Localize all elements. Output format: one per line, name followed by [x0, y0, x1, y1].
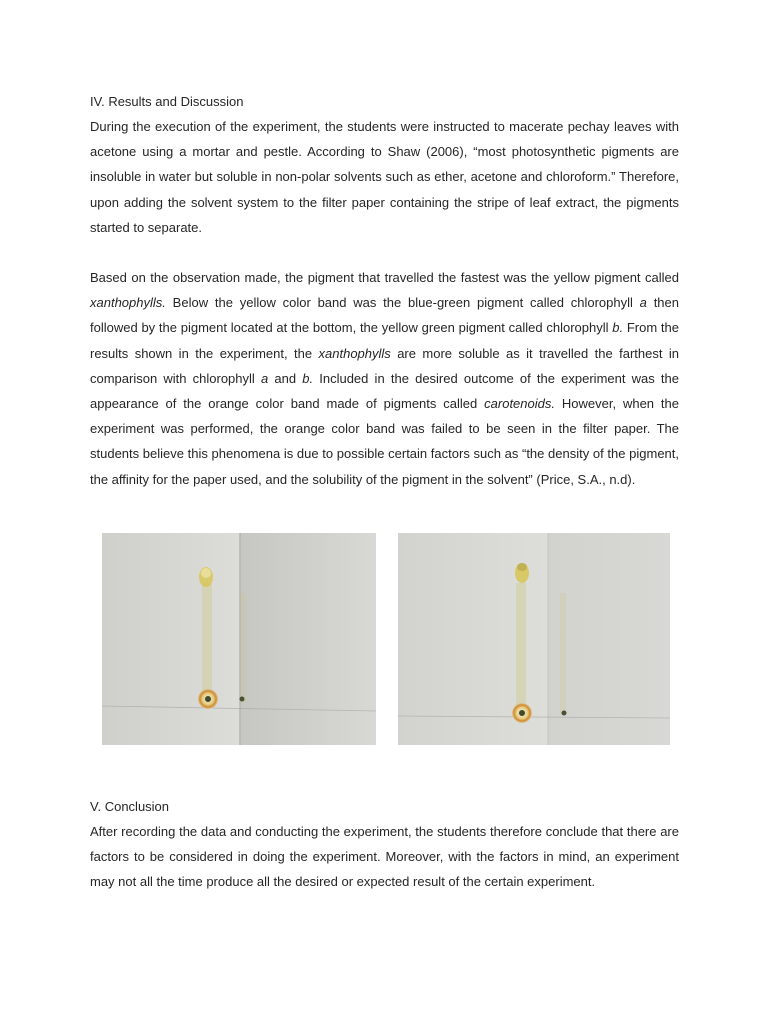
italic-term: carotenoids. [484, 396, 555, 412]
filter-paper-image [398, 533, 670, 745]
chromatography-photo-right [398, 533, 670, 745]
text-segment: and [268, 370, 303, 386]
italic-term: a [639, 295, 647, 311]
text-segment: Based on the observation made, the pigment that travelled the fastest was the yellow pigment called [90, 270, 679, 285]
italic-term: xanthophylls [318, 345, 391, 361]
italic-term: xanthophylls. [90, 295, 166, 311]
text-segment: are more soluble as it travelled the farthest in comparison with chlorophyll [90, 345, 679, 386]
filter-paper-image [102, 533, 376, 745]
paragraph-results-1: During the execution of the experiment, the students were instructed to macerate pechay leaves with acetone using a mortar and pestle. According to Shaw (2006), “most photosynthetic pigments are insoluble in water but soluble in non-polar solvents such as ether, acetone and chloroform.” Therefore, upon adding the solvent system to the filter paper containing the stripe of leaf extract, the pigments started to separate. [90, 119, 679, 235]
text-segment: However, when the experiment was performed, the orange color band was failed to be seen in the filter paper. The students believe this phenomena is due to possible certain factors such as “the density of the pigment, the affinity for the paper used, and the solubility of the pigment in the solvent” (Price, S.A., n.d). [90, 396, 679, 487]
text-segment: Included in the desired outcome of the experiment was the appearance of the orange color band made of pigments called [90, 370, 679, 412]
text-segment: Below the yellow color band was the blue-green pigment called chlorophyll [165, 295, 640, 311]
section-heading-conclusion: V. Conclusion [90, 799, 170, 814]
paragraph-conclusion: After recording the data and conducting the experiment, the students therefore conclude that there are factors to be considered in doing the experiment. Moreover, with the factors in mind, an experiment may not all the time produce all the desired or expected result of the certain experiment. [90, 824, 679, 890]
italic-term: b. [612, 320, 624, 336]
paragraph-results-2 [90, 265, 679, 492]
chromatography-photo-left [102, 533, 376, 745]
section-heading-results: IV. Results and Discussion [90, 94, 244, 109]
text-segment: then followed by the pigment located at the bottom, the yellow green pigment called chlorophyll [90, 295, 679, 336]
italic-term: a [260, 370, 269, 386]
text-segment: From the results shown in the experiment, the [90, 320, 679, 361]
italic-term: b. [302, 370, 314, 386]
